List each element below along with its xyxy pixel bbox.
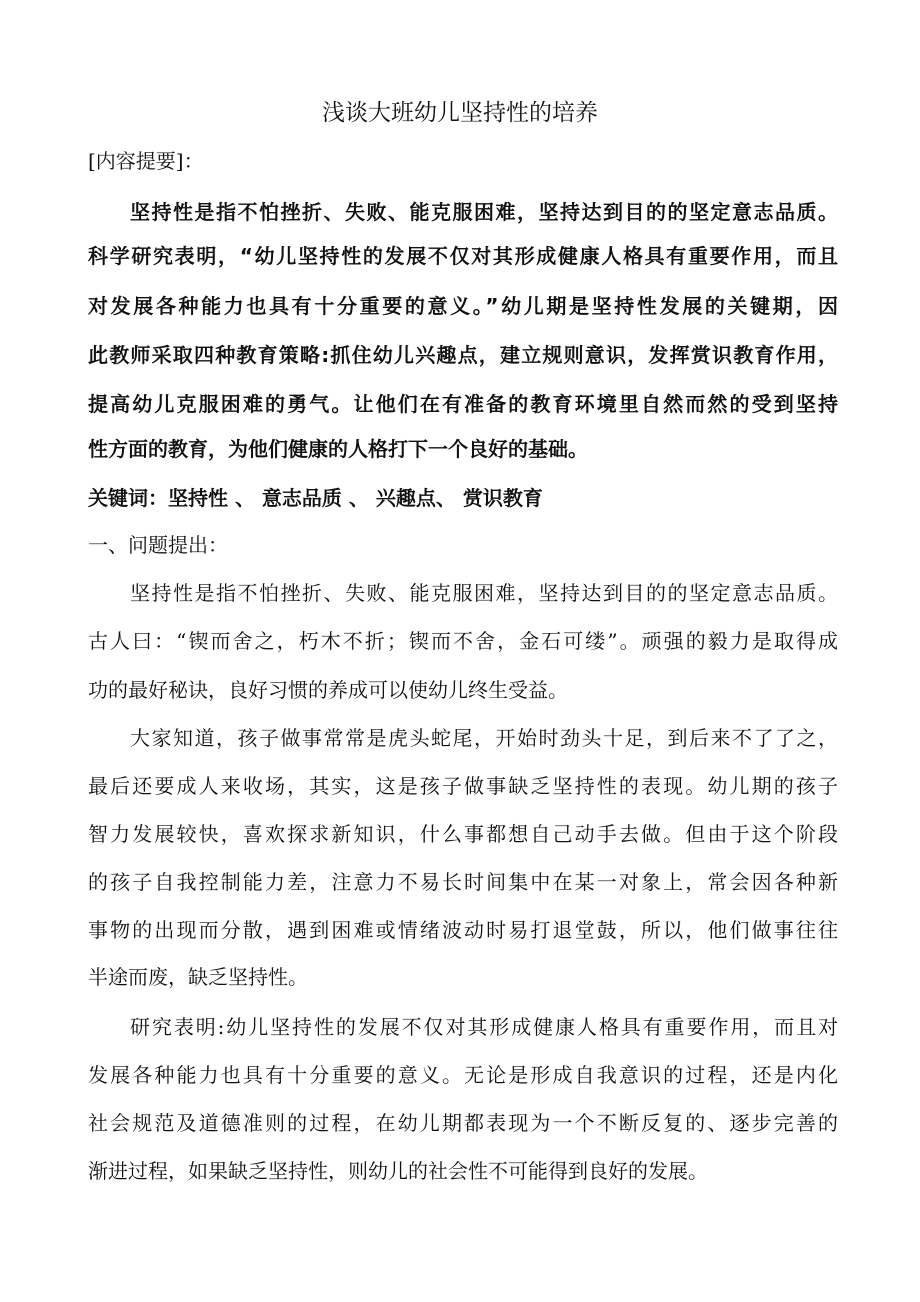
paragraph-line: 半途而废，缺乏坚持性。 — [88, 965, 308, 989]
paragraph-line: 研究表明:幼儿坚持性的发展不仅对其形成健康人格具有重要作用，而且对 — [130, 1015, 838, 1039]
keywords: 关键词：坚持性 、 意志品质 、 兴趣点、 赏识教育 — [88, 486, 543, 510]
abstract-line: 科学研究表明，“幼儿坚持性的发展不仅对其形成健康人格具有重要作用，而且 — [88, 244, 838, 268]
paragraph-line: 大家知道，孩子做事常常是虎头蛇尾，开始时劲头十足，到后来不了了之， — [130, 726, 838, 750]
paragraph-line: 社会规范及道德准则的过程，在幼儿期都表现为一个不断反复的、逐步完善的 — [88, 1111, 838, 1135]
section-heading: 一、问题提出： — [88, 533, 228, 557]
abstract-line: 提高幼儿克服困难的勇气。让他们在有准备的教育环境里自然而然的受到坚持 — [88, 392, 838, 416]
paragraph-line: 渐进过程，如果缺乏坚持性，则幼儿的社会性不可能得到良好的发展。 — [88, 1159, 708, 1183]
paragraph-line: 功的最好秘诀，良好习惯的养成可以使幼儿终生受益。 — [88, 678, 568, 702]
abstract-line: 此教师采取四种教育策略:抓住幼儿兴趣点，建立规则意识，发挥赏识教育作用， — [88, 343, 838, 367]
abstract-heading: [内容提要]： — [88, 149, 204, 173]
paragraph-line: 最后还要成人来收场，其实，这是孩子做事缺乏坚持性的表现。幼儿期的孩子 — [88, 774, 838, 798]
abstract-line: 性方面的教育，为他们健康的人格打下一个良好的基础。 — [88, 437, 588, 461]
abstract-line: 坚持性是指不怕挫折、失败、能克服困难，坚持达到目的的坚定意志品质。 — [130, 200, 838, 224]
paragraph-line: 坚持性是指不怕挫折、失败、能克服困难，坚持达到目的的坚定意志品质。 — [130, 581, 838, 605]
document-title: 浅谈大班幼儿坚持性的培养 — [322, 100, 598, 126]
paragraph-line: 的孩子自我控制能力差，注意力不易长时间集中在某一对象上，常会因各种新 — [88, 870, 838, 894]
paragraph-line: 古人曰：“锲而舍之，朽木不折；锲而不舍，金石可缕”。顽强的毅力是取得成 — [88, 629, 838, 653]
paragraph-line: 事物的出现而分散，遇到困难或情绪波动时易打退堂鼓，所以，他们做事往往 — [88, 918, 838, 942]
abstract-line: 对发展各种能力也具有十分重要的意义。”幼儿期是坚持性发展的关键期，因 — [88, 294, 838, 318]
paragraph-line: 发展各种能力也具有十分重要的意义。无论是形成自我意识的过程，还是内化 — [88, 1063, 838, 1087]
paragraph-line: 智力发展较快，喜欢探求新知识，什么事都想自己动手去做。但由于这个阶段 — [88, 822, 838, 846]
